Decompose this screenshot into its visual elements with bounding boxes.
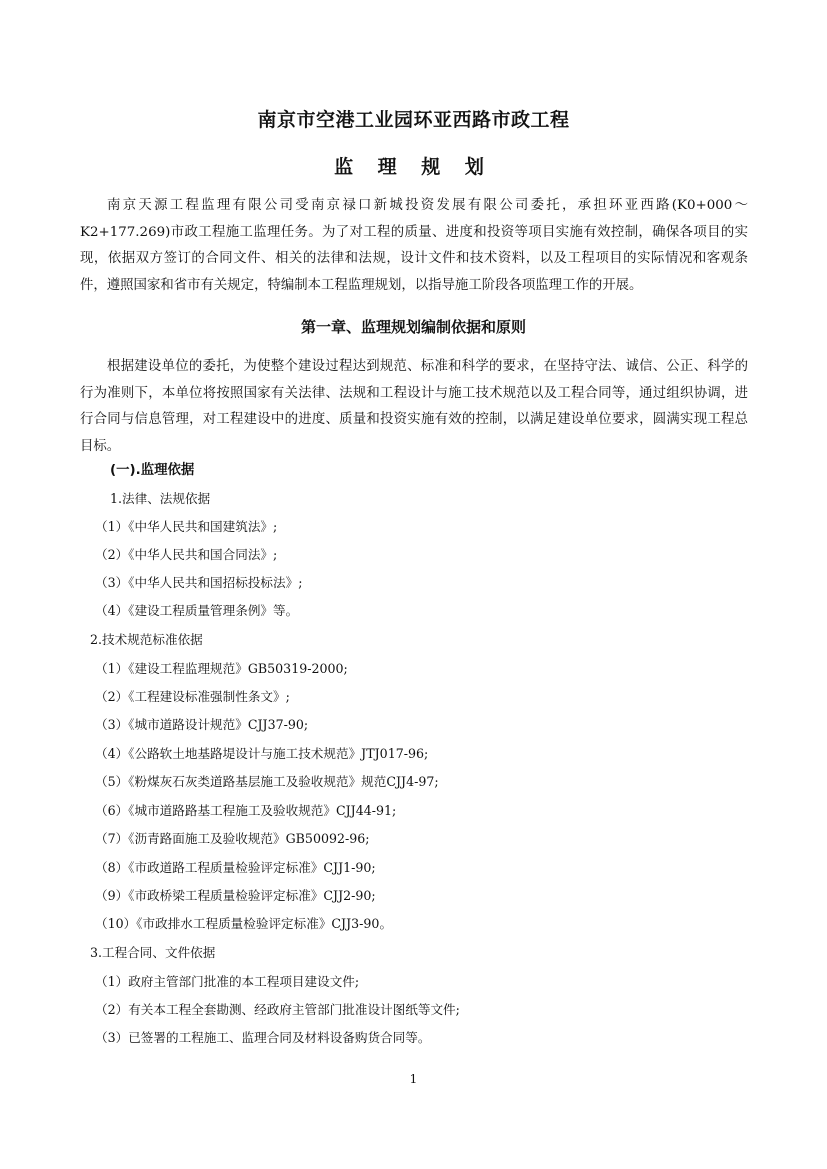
list-item: （2）有关本工程全套勘测、经政府主管部门批准设计图纸等文件; — [95, 1002, 460, 1017]
list-item: （8）《市政道路工程质量检验评定标准》CJJ1-90; — [95, 860, 376, 875]
page-number: 1 — [409, 1072, 418, 1086]
list-item: （1）政府主管部门批准的本工程项目建设文件; — [95, 974, 360, 989]
intro-paragraph: 南京天源工程监理有限公司受南京禄口新城投资发展有限公司委托，承担环亚西路(K0+000～K2+177.269)市政工程施工监理任务。为了对工程的质量、进度和投资等项目实施有效控制，确保各项目的实现，依据双方签订的合同文件、相关的法律和法规，设计文件和技术资料，以及工程项目的实际情况和客观条件，遵照国家和省市有关规定，特编制本工程监理规划，以指导施工阶段各项监理工作的开展。 — [80, 198, 748, 293]
chapter-paragraph: 根据建设单位的委托，为使整个建设过程达到规范、标准和科学的要求，在坚持守法、诚信、公正、科学的行为准则下，本单位将按照国家有关法律、法规和工程设计与施工技术规范以及工程合同等，通过组织协调，进行合同与信息管理，对工程建设中的进度、质量和投资实施有效的控制，以满足建设单位要求，圆满实现工程总目标。 — [80, 359, 748, 454]
list-item: （7）《沥青路面施工及验收规范》GB50092-96; — [95, 831, 370, 846]
list-item: （1）《建设工程监理规范》GB50319-2000; — [95, 661, 348, 676]
subsection-title-contracts: 3.工程合同、文件依据 — [90, 945, 216, 960]
list-item: （3）《城市道路设计规范》CJJ37-90; — [95, 717, 309, 732]
list-item: （3）已签署的工程施工、监理合同及材料设备购货合同等。 — [95, 1030, 431, 1045]
list-item: （9）《市政桥梁工程质量检验评定标准》CJJ2-90; — [95, 888, 376, 903]
document-subtitle: 监 理 规 划 — [334, 156, 493, 178]
list-item: （2）《中华人民共和国合同法》; — [95, 547, 278, 562]
section-title: (一).监理依据 — [110, 463, 195, 478]
list-item: （2）《工程建设标准强制性条文》; — [95, 689, 290, 704]
list-item: （1）《中华人民共和国建筑法》; — [95, 519, 278, 534]
list-item: （4）《公路软土地基路堤设计与施工技术规范》JTJ017-96; — [95, 746, 429, 761]
document-title: 南京市空港工业园环亚西路市政工程 — [257, 109, 570, 131]
list-item: （4）《建设工程质量管理条例》等。 — [95, 603, 299, 618]
list-item: （5）《粉煤灰石灰类道路基层施工及验收规范》规范CJJ4-97; — [95, 774, 439, 789]
subsection-title-laws: 1.法律、法规依据 — [110, 491, 211, 506]
list-item: （3）《中华人民共和国招标投标法》; — [95, 575, 303, 590]
chapter-title: 第一章、监理规划编制依据和原则 — [300, 318, 526, 336]
subsection-title-standards: 2.技术规范标准依据 — [90, 632, 203, 647]
list-item: （10）《市政排水工程质量检验评定标准》CJJ3-90。 — [95, 916, 393, 931]
list-item: （6）《城市道路路基工程施工及验收规范》CJJ44-91; — [95, 803, 397, 818]
